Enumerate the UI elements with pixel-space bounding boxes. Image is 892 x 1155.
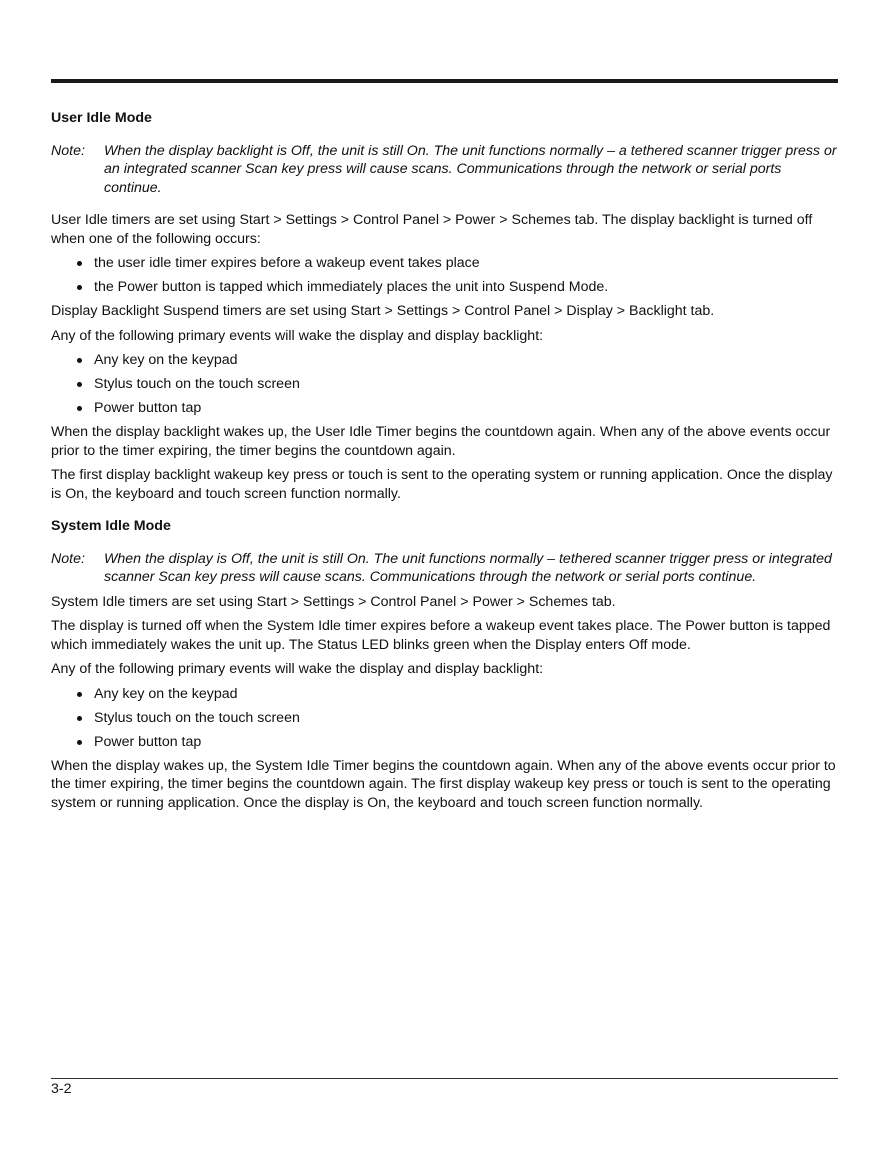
paragraph: When the display backlight wakes up, the User Idle Timer begins the countdown again. When any of the above events occur prior to the timer expiring, the timer begins the countdown again. xyxy=(51,424,831,459)
page-content xyxy=(51,109,841,818)
paragraph: Display Backlight Suspend timers are set using Start > Settings > Control Panel > Display > Backlight tab. xyxy=(51,303,715,319)
list-item: the user idle timer expires before a wakeup event takes place xyxy=(51,254,841,273)
bullet-icon xyxy=(77,382,82,387)
system-idle-note xyxy=(51,550,841,587)
wake-events-list xyxy=(51,685,841,752)
list-item: Power button tap xyxy=(51,399,841,418)
user-idle-note xyxy=(51,142,841,198)
note-label: Note: xyxy=(51,550,85,567)
bullet-icon xyxy=(77,406,82,411)
bullet-icon xyxy=(77,285,82,290)
list-item: Any key on the keypad xyxy=(51,685,841,704)
user-idle-section xyxy=(51,109,841,503)
bullet-icon xyxy=(77,740,82,745)
paragraph: Any of the following primary events will wake the display and display backlight: xyxy=(51,661,544,677)
bullet-icon xyxy=(77,716,82,721)
list-item: Power button tap xyxy=(51,733,841,752)
note-text: When the display backlight is Off, the unit is still On. The unit functions normally – a tethered scanner trigger press or an integrated scanner Scan key press will cause scans. Communications through the network or serial ports continue. xyxy=(104,142,837,196)
wake-events-list xyxy=(51,351,841,418)
note-label: Note: xyxy=(51,142,85,159)
list-item: Stylus touch on the touch screen xyxy=(51,375,841,394)
note-text: When the display is Off, the unit is still On. The unit functions normally – tethered scanner trigger press or integrated scanner Scan key press will cause scans. Communications through the network or serial ports continue. xyxy=(104,550,832,585)
system-idle-section xyxy=(51,517,841,812)
list-item: Stylus touch on the touch screen xyxy=(51,709,841,728)
page-number: 3-2 xyxy=(51,1081,72,1097)
paragraph: Any of the following primary events will wake the display and display backlight: xyxy=(51,327,544,344)
bullet-icon xyxy=(77,358,82,363)
user-idle-heading: User Idle Mode xyxy=(51,110,152,126)
paragraph: The display is turned off when the System Idle timer expires before a wakeup event takes place. The Power button is tapped which immediately wakes the unit up. The Status LED blinks green when the Display enters Off mode. xyxy=(51,618,831,653)
paragraph: System Idle timers are set using Start > Settings > Control Panel > Power > Schemes tab. xyxy=(51,593,616,610)
list-item: Any key on the keypad xyxy=(51,351,841,370)
bullet-icon xyxy=(77,261,82,266)
list-item: the Power button is tapped which immediately places the unit into Suspend Mode. xyxy=(51,278,841,297)
paragraph: User Idle timers are set using Start > Settings > Control Panel > Power > Schemes tab. The display backlight is turned off when one of the following occurs: xyxy=(51,212,813,247)
footer-rule xyxy=(51,1078,838,1079)
bullet-icon xyxy=(77,692,82,697)
conditions-list xyxy=(51,254,841,297)
system-idle-heading: System Idle Mode xyxy=(51,518,171,534)
paragraph: The first display backlight wakeup key press or touch is sent to the operating system or running application. Once the display is On, the keyboard and touch screen function normally. xyxy=(51,467,833,502)
paragraph: When the display wakes up, the System Idle Timer begins the countdown again. When any of the above events occur prior to the timer expiring, the timer begins the countdown again. The first display wakeup key press or touch is sent to the operating system or running application. Once the display is On, the keyboard and touch screen function normally. xyxy=(51,757,836,811)
header-rule xyxy=(51,79,838,83)
